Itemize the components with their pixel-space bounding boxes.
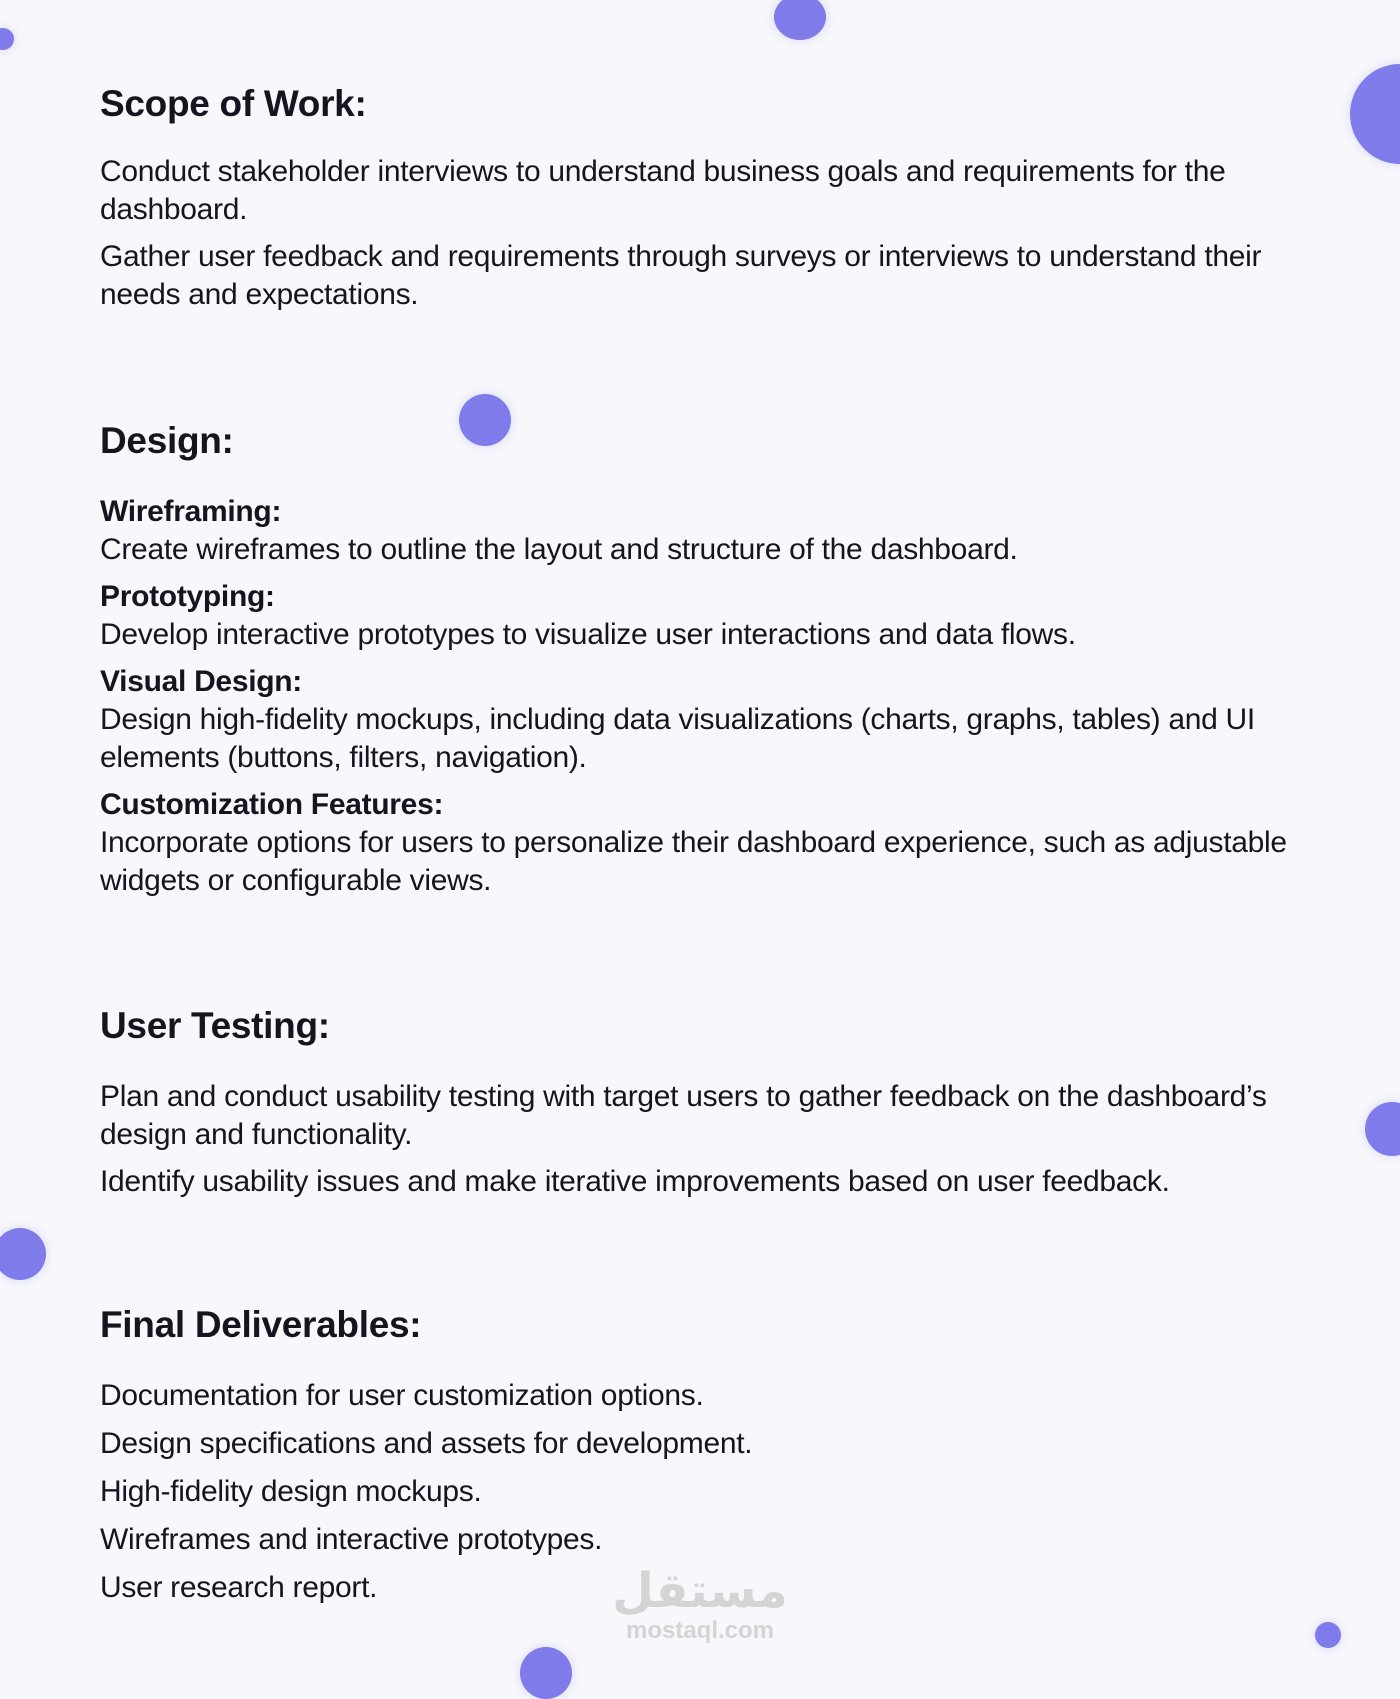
scope-heading: Scope of Work: [100,83,367,124]
deliverable-item: High-fidelity design mockups. [100,1475,482,1508]
design-item-customization [100,786,1330,900]
deliverable-item: Documentation for user customization options. [100,1379,704,1412]
design-section [100,419,1330,909]
scope-section [100,82,1330,323]
design-heading: Design: [100,420,234,461]
design-item-visual-design [100,663,1330,777]
design-item-text: Develop interactive prototypes to visualize user interactions and data flows. [100,618,1076,651]
decor-dot [0,1228,46,1280]
design-item-text: Create wireframes to outline the layout and structure of the dashboard. [100,533,1018,566]
design-item-prototyping [100,578,1330,654]
decor-dot [1350,64,1400,164]
decor-dot [1315,1622,1341,1648]
deliverable-item: User research report. [100,1571,378,1604]
design-item-text: Incorporate options for users to personalize their dashboard experience, such as adjustable widgets or configurable views. [100,826,1287,897]
design-item-wireframing [100,493,1330,569]
testing-paragraph: Plan and conduct usability testing with target users to gather feedback on the dashboard’s design and functionality. [100,1080,1267,1151]
deliverables-heading: Final Deliverables: [100,1304,422,1345]
watermark-latin: mostaql.com [625,1617,775,1644]
decor-dot [774,0,826,40]
deliverable-item: Design specifications and assets for development. [100,1427,753,1460]
scope-paragraph: Gather user feedback and requirements through surveys or interviews to understand their needs and expectations. [100,240,1262,311]
design-item-title: Visual Design: [100,665,302,698]
design-item-title: Prototyping: [100,580,275,613]
mostaql-watermark [600,1565,800,1645]
decor-dot [520,1647,572,1699]
deliverable-item: Wireframes and interactive prototypes. [100,1523,603,1556]
testing-heading: User Testing: [100,1005,330,1046]
design-item-title: Wireframing: [100,495,282,528]
design-item-text: Design high-fidelity mockups, including data visualizations (charts, graphs, tables) and UI elements (buttons, filters, navigation). [100,703,1255,774]
design-item-title: Customization Features: [100,788,444,821]
decor-dot [1365,1102,1400,1156]
scope-paragraph: Conduct stakeholder interviews to understand business goals and requirements for the dashboard. [100,155,1226,226]
testing-section [100,1004,1330,1210]
testing-paragraph: Identify usability issues and make iterative improvements based on user feedback. [100,1165,1170,1198]
watermark-arabic: مستقل [612,1563,788,1619]
decor-dot [0,28,14,50]
